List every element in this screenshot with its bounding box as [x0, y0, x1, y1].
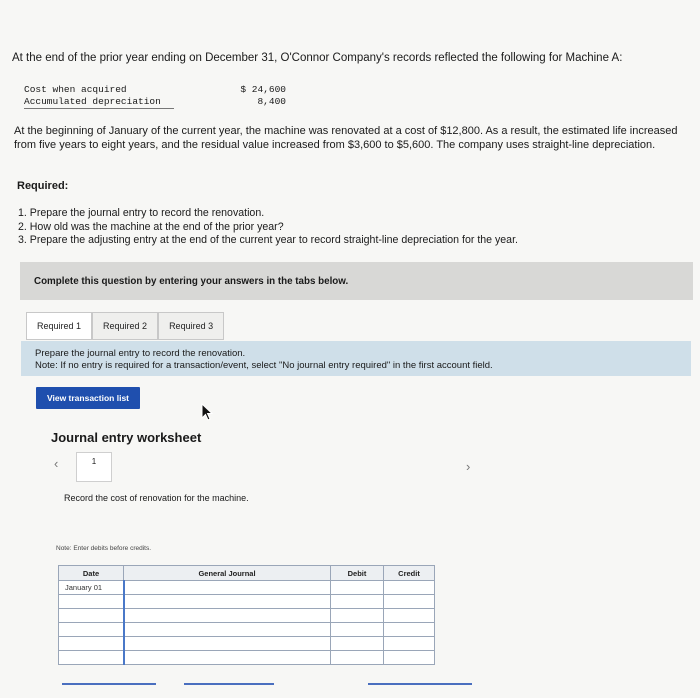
mouse-cursor-icon: [198, 402, 216, 422]
debit-field[interactable]: [331, 637, 384, 651]
requirement-item: 2. How old was the machine at the end of the prior year?: [18, 220, 284, 233]
tab-required-1[interactable]: Required 1: [26, 312, 92, 340]
view-transaction-list-button[interactable]: View transaction list: [36, 387, 140, 409]
required-heading: Required:: [17, 180, 69, 192]
tab-required-3[interactable]: Required 3: [158, 312, 224, 340]
asset-value: 8,400: [257, 96, 286, 107]
instruction-line: Prepare the journal entry to record the renovation.: [35, 348, 246, 359]
table-row: [59, 609, 435, 623]
asset-row-cost: [24, 84, 286, 96]
instruction-note: Note: If no entry is required for a transaction/event, select "No journal entry required" in the first account field.: [35, 359, 493, 371]
date-cell[interactable]: [59, 623, 124, 637]
requirement-item: 3. Prepare the adjusting entry at the end of the current year to record straight-line depreciation for the year.: [18, 234, 518, 246]
date-cell[interactable]: January 01: [59, 581, 124, 595]
debit-field[interactable]: [331, 581, 384, 595]
account-field[interactable]: [124, 623, 331, 637]
footer-rule: [368, 683, 472, 685]
asset-label: Accumulated depreciation: [24, 96, 161, 107]
tab-required-2[interactable]: Required 2: [92, 312, 158, 340]
date-cell[interactable]: [59, 651, 124, 665]
account-field[interactable]: [124, 581, 331, 595]
account-field[interactable]: [124, 637, 331, 651]
debit-field[interactable]: [331, 609, 384, 623]
credit-field[interactable]: [384, 581, 435, 595]
credit-field[interactable]: [384, 595, 435, 609]
asset-underline: [24, 108, 174, 109]
table-header-row: [59, 566, 435, 581]
account-field[interactable]: [124, 651, 331, 665]
footer-rule: [62, 683, 156, 685]
tab-instruction-box: [21, 341, 691, 376]
table-row: [59, 651, 435, 665]
table-row: [59, 623, 435, 637]
column-header-date: Date: [59, 566, 124, 581]
debit-field[interactable]: [331, 595, 384, 609]
problem-paragraph: At the beginning of January of the current year, the machine was renovated at a cost of $12,800. As a result, the estimated life increased from five years to eight years, and the residual value increased from $3,600 to $5,600. The company uses straight-line depreciation.: [14, 125, 678, 151]
account-field[interactable]: [124, 609, 331, 623]
credit-field[interactable]: [384, 637, 435, 651]
column-header-general-journal: General Journal: [124, 566, 331, 581]
credit-field[interactable]: [384, 609, 435, 623]
column-header-debit: Debit: [331, 566, 384, 581]
debits-note: Note: Enter debits before credits.: [56, 545, 152, 552]
table-row: [59, 581, 435, 595]
column-header-credit: Credit: [384, 566, 435, 581]
banner-text: Complete this question by entering your answers in the tabs below.: [34, 275, 349, 287]
table-row: [59, 595, 435, 609]
date-cell[interactable]: [59, 637, 124, 651]
chevron-left-icon[interactable]: ‹: [54, 456, 59, 471]
table-row: [59, 637, 435, 651]
requirement-item: 1. Prepare the journal entry to record the renovation.: [18, 207, 265, 219]
instructions-banner: [20, 262, 693, 300]
asset-row-accum: [24, 96, 286, 108]
footer-rule: [184, 683, 274, 685]
account-field[interactable]: [124, 595, 331, 609]
debit-field[interactable]: [331, 623, 384, 637]
tab-bar: [26, 312, 224, 340]
record-instruction: Record the cost of renovation for the machine.: [64, 493, 249, 503]
credit-field[interactable]: [384, 623, 435, 637]
intro-text: At the end of the prior year ending on December 31, O'Connor Company's records reflected the following for Machine A:: [12, 52, 623, 64]
worksheet-page-tab[interactable]: 1: [76, 452, 112, 482]
date-cell[interactable]: [59, 609, 124, 623]
date-cell[interactable]: [59, 595, 124, 609]
asset-table: [24, 84, 286, 108]
asset-label: Cost when acquired: [24, 84, 127, 95]
worksheet-title: Journal entry worksheet: [51, 430, 202, 445]
asset-value: $ 24,600: [240, 84, 286, 95]
requirements-list: [18, 207, 518, 248]
chevron-right-icon[interactable]: ›: [466, 459, 471, 474]
debit-field[interactable]: [331, 651, 384, 665]
journal-table: [58, 565, 435, 665]
credit-field[interactable]: [384, 651, 435, 665]
